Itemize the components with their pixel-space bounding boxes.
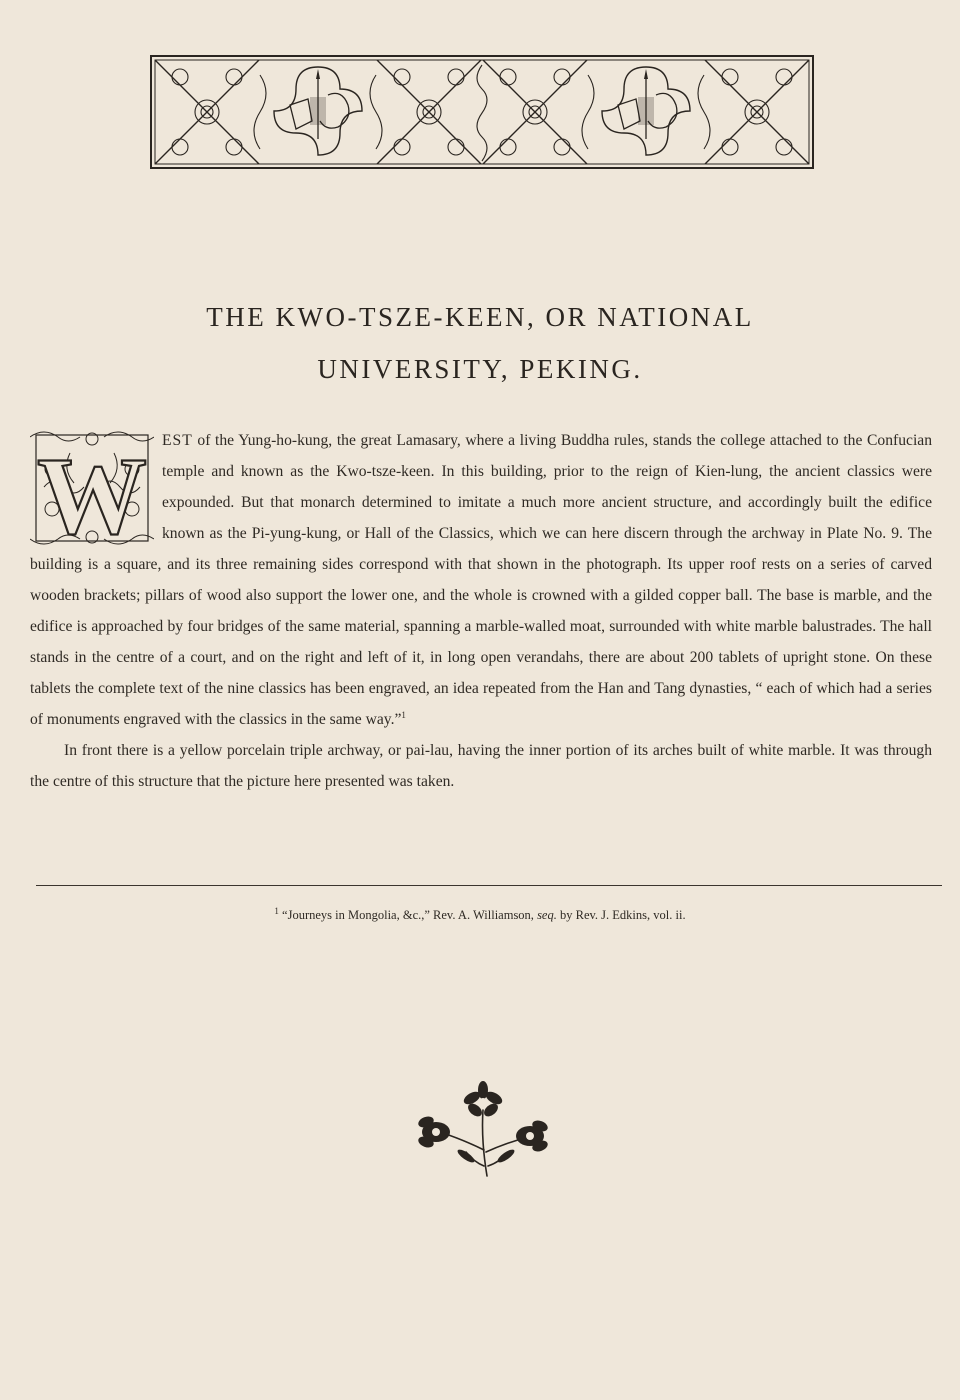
paragraph-2: In front there is a yellow porcelain triple archway, or pai-lau, having the inner portion of its arches built of white marble. It was through the centre of this structure that the picture here presented was taken. xyxy=(30,742,932,790)
paragraph-1-lead: EST xyxy=(162,432,193,449)
decorative-flower-icon xyxy=(414,1080,552,1186)
page-title-line-2: UNIVERSITY, PEKING. xyxy=(317,354,643,384)
paragraph-1 xyxy=(30,425,932,735)
footnote-divider xyxy=(36,885,942,886)
decorative-drop-cap xyxy=(30,429,154,547)
footnote-italic: seq. xyxy=(537,908,557,922)
footnote xyxy=(0,905,960,923)
drop-cap-letter: W xyxy=(37,435,147,547)
footnote-reference: 1 xyxy=(401,709,406,720)
paragraph-1-text: of the Yung-ho-kung, the great Lamasary, where a living Buddha rules, stands the college attached to the Confucian temple and known as the Kwo-tsze-keen. In this building, prior to the reign of Kien-lung, the ancient classics were expounded. But that monarch determined to imitate a much more ancient structure, and accordingly built the edifice known as the Pi-yung-kung, or Hall of the Classics, which we can here discern through the archway in Plate No. 9. The building is a square, and its three remaining sides correspond with that shown in the photograph. Its upper roof rests on a series of carved wooden brackets; pillars of wood also support the lower one, and the whole is crowned with a gilded copper ball. The base is marble, and the edifice is approached by four bridges of the same material, spanning a marble-walled moat, surrounded with white marble balustrades. The hall stands in the centre of a court, and on the right and left of it, in long open verandahs, there are about 200 tablets of upright stone. On these tablets the complete text of the nine classics has been engraved, an idea repeated from the Han and Tang dynasties, “ each of which had a series of monuments engraved with the classics in the same way.” xyxy=(30,432,932,728)
body-text xyxy=(30,425,932,797)
page-title-line-1: THE KWO-TSZE-KEEN, OR NATIONAL xyxy=(206,302,754,332)
footnote-text-after: by Rev. J. Edkins, vol. ii. xyxy=(556,908,686,922)
footnote-text-before: “Journeys in Mongolia, &c.,” Rev. A. Williamson, xyxy=(278,908,538,922)
footnote-marker: 1 xyxy=(274,905,279,916)
decorative-header-ornament xyxy=(150,55,814,169)
